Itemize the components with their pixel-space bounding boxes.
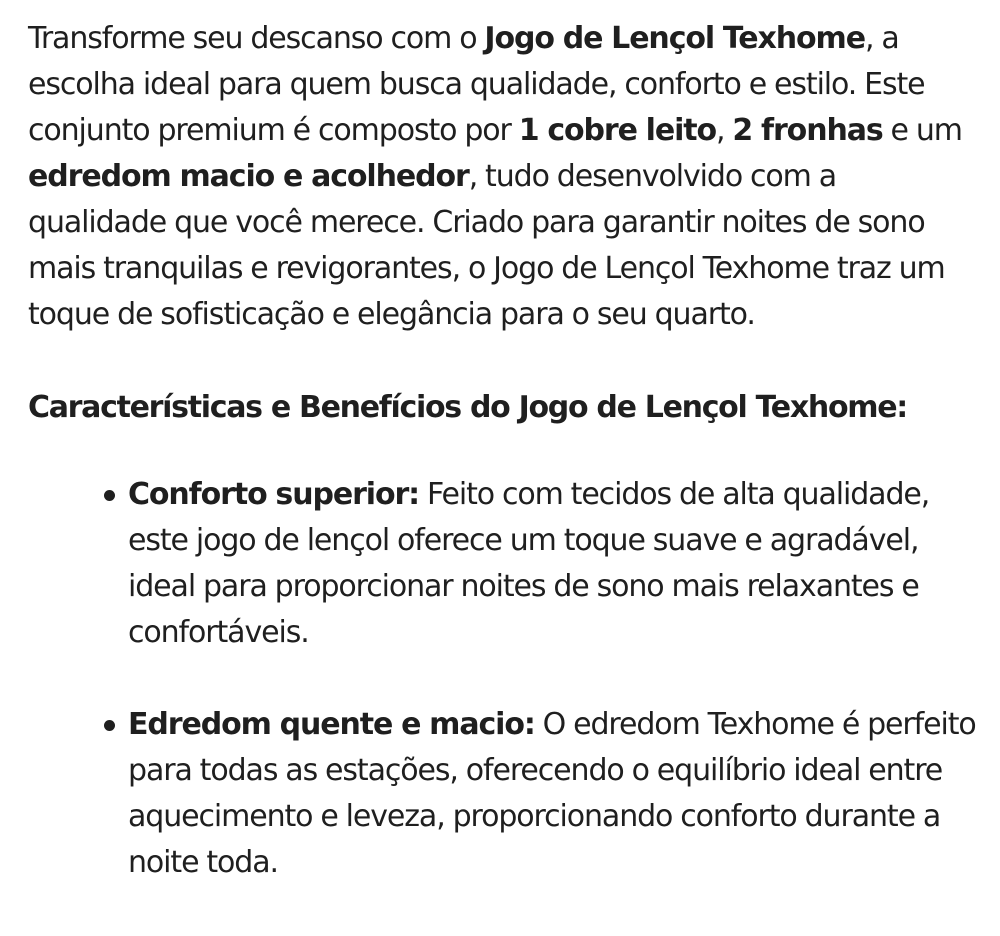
intro-text: Transforme seu descanso com o	[28, 21, 485, 56]
intro-paragraph	[28, 16, 976, 338]
item-edredom: edredom macio e acolhedor	[28, 159, 469, 194]
list-item	[28, 472, 976, 656]
benefit-title: Edredom quente e macio:	[128, 707, 535, 742]
intro-text: , tudo desenvolvido com a qualidade que você merece. Criado para garantir noites de sono mais tranquilas e revigorantes, o Jogo de Lençol Texhome traz um toque de sofisticação e elegância para o seu quarto.	[28, 159, 945, 332]
intro-text: ,	[716, 113, 733, 148]
item-fronhas: 2 fronhas	[732, 113, 883, 148]
section-heading: Características e Benefícios do Jogo de Lençol Texhome:	[28, 390, 907, 425]
intro-text: e um	[882, 113, 962, 148]
bullet-icon	[104, 720, 115, 731]
benefits-list	[28, 472, 976, 886]
bullet-icon	[104, 490, 115, 501]
benefit-text: O edredom Texhome é perfeito para todas as estações, oferecendo o equilíbrio ideal entre aquecimento e leveza, proporcionando conforto durante a noite toda.	[128, 707, 976, 880]
intro-text: , a escolha ideal para quem busca qualidade, conforto e estilo. Este conjunto premium é composto por	[28, 21, 925, 148]
benefit-text: Feito com tecidos de alta qualidade, este jogo de lençol oferece um toque suave e agradável, ideal para proporcionar noites de sono mais relaxantes e confortáveis.	[128, 477, 930, 650]
item-cobre-leito: 1 cobre leito	[518, 113, 717, 148]
product-name: Jogo de Lençol Texhome	[484, 21, 865, 56]
benefit-title: Conforto superior:	[128, 477, 420, 512]
list-item	[28, 702, 976, 886]
